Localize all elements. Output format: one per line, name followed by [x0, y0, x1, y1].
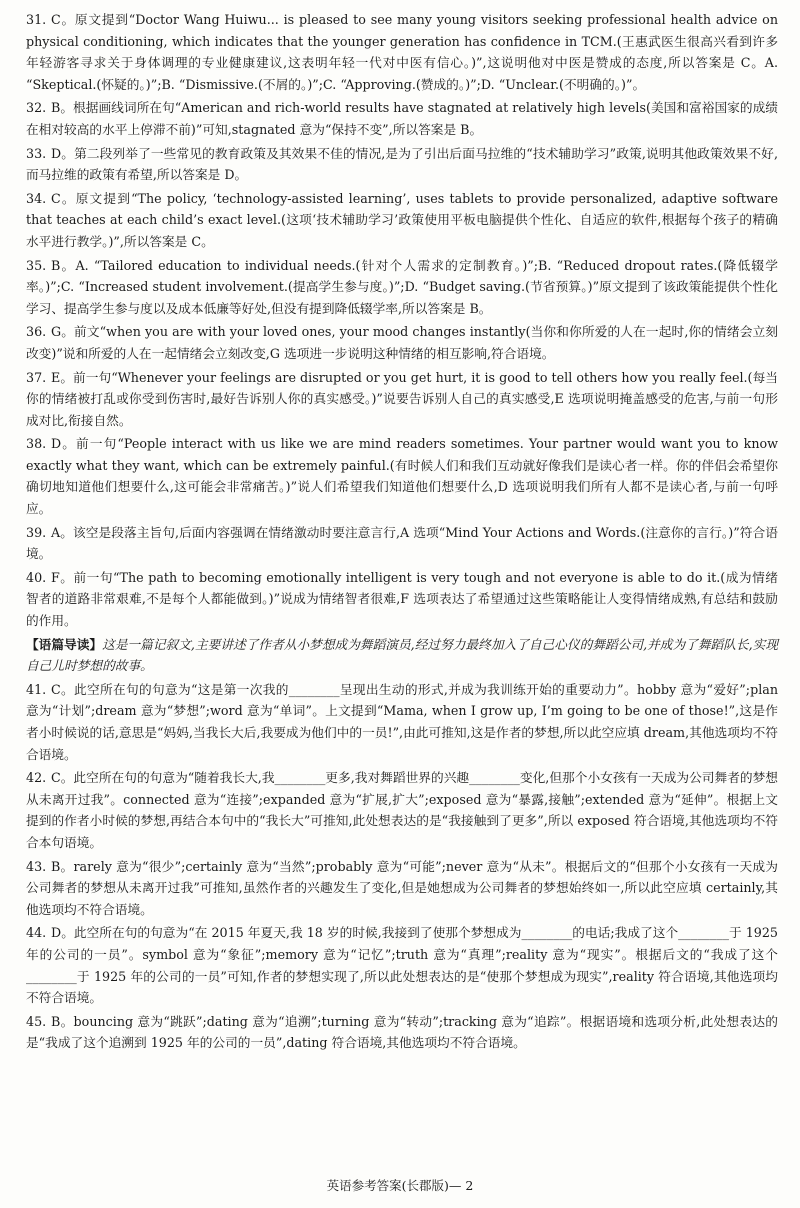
answer-number: 33.	[26, 145, 47, 161]
answer-37	[26, 367, 778, 432]
intro-text: 这是一篇记叙文,主要讲述了作者从小梦想成为舞蹈演员,经过努力最终加入了自己心仪的舞蹈公司,并成为了舞蹈队长,实现自己儿时梦想的故事。	[26, 636, 779, 674]
answer-text: A。该空是段落主旨句,后面内容强调在情绪激动时要注意言行,A 选项“Mind Your Actions and Words.(注意你的言行。)”符合语境。	[26, 524, 778, 562]
answer-32	[26, 97, 778, 140]
answer-number: 42.	[26, 770, 47, 786]
answer-text: C。原文提到“The policy, ‘technology-assisted learning’, uses tablets to provide personalized, adaptive software that teaches at each child’s exact level.(这项‘技术辅助学习’政策使用平板电脑提供个性化、自适应的软件,根据每个孩子的精确水平进行教学。)”,所以答案是 C。	[26, 190, 778, 249]
answer-text: C。此空所在句的句意为“随着我长大,我________更多,我对舞蹈世界的兴趣________变化,但那个小女孩有一天成为公司舞者的梦想从未离开过我”。connected 意为“连接”;expanded 意为“扩展,扩大”;exposed 意为“暴露,接触”;extended 意为“延伸”。根据上文提到的作者小时候的梦想,再结合本句中的“我长大”可推知,此处想表达的是“我接触到了更多”,所以 exposed 符合语境,其他选项均不符合本句语境。	[26, 770, 778, 850]
answer-33	[26, 143, 778, 186]
answer-39	[26, 522, 778, 565]
answer-text: B。rarely 意为“很少”;certainly 意为“当然”;probably 意为“可能”;never 意为“从未”。根据后文的“但那个小女孩有一天成为公司舞者的梦想从未离开过我”可推知,虽然作者的兴趣发生了变化,但是她想成为公司舞者的梦想始终如一,所以此空应填 certainly,其他选项均不符合语境。	[26, 858, 778, 917]
answer-42	[26, 767, 778, 853]
answer-44	[26, 922, 778, 1008]
answer-number: 38.	[26, 436, 47, 452]
answer-41	[26, 679, 778, 765]
answer-text: C。此空所在句的句意为“这是第一次我的________呈现出生动的形式,并成为我训练开始的重要动力”。hobby 意为“爱好”;plan 意为“计划”;dream 意为“梦想”;word 意为“单词”。上文提到“Mama, when I grow up, I’m going to be one of those!”,这是作者小时候说的话,意思是“妈妈,当我长大后,我要成为他们中的一员!”,由此可推知,这是作者的梦想,所以此空应填 dream,其他选项均不符合语境。	[26, 681, 778, 762]
answer-45	[26, 1011, 778, 1054]
answer-number: 32.	[26, 100, 47, 116]
answer-text: B。bouncing 意为“跳跃”;dating 意为“追溯”;turning 意为“转动”;tracking 意为“追踪”。根据语境和选项分析,此处想表达的是“我成了这个追溯到 1925 年的公司的一员”,dating 符合语境,其他选项均不符合语境。	[26, 1013, 778, 1051]
answer-text: B。根据画线词所在句“American and rich-world results have stagnated at relatively high levels(美国和富裕国家的成绩在相对较高的水平上停滞不前)”可知,stagnated 意为“保持不变”,所以答案是 B。	[26, 100, 778, 137]
answer-text: D。前一句“People interact with us like we are mind readers sometimes. Your partner would want you to know exactly what they want, which can be extremely painful.(有时候人们和我们互动就好像我们是读心者一样。你的伴侣会希望你确切地知道他们想要什么,这可能会非常痛苦。)”说人们希望我们知道他们想要什么,D 选项说明我们所有人都不是读心者,与前一句呼应。	[26, 436, 778, 517]
answer-number: 40.	[26, 569, 47, 585]
answer-40	[26, 567, 778, 632]
answer-38	[26, 433, 778, 519]
answer-number: 37.	[26, 369, 47, 385]
answer-number: 44.	[26, 925, 47, 941]
page-footer: 英语参考答案(长郡版)— 2	[326, 1178, 474, 1193]
answer-43	[26, 856, 778, 921]
answer-number: 43.	[26, 858, 47, 874]
answer-text: G。前文“when you are with your loved ones, your mood changes instantly(当你和你所爱的人在一起时,你的情绪会立刻改变)”说和所爱的人在一起情绪会立刻改变,G 选项进一步说明这种情绪的相互影响,符合语境。	[26, 324, 778, 361]
answer-number: 45.	[26, 1013, 47, 1029]
answer-number: 39.	[26, 524, 47, 540]
answer-text: E。前一句“Whenever your feelings are disrupted or you get hurt, it is good to tell others how you really feel.(每当你的情绪被打乱或你受到伤害时,最好告诉别人你的真实感受。)”说要告诉别人自己的真实感受,E 选项说明掩盖感受的危害,与前一句形成对比,衔接自然。	[26, 369, 778, 428]
answer-number: 41.	[26, 681, 47, 697]
answer-number: 31.	[26, 12, 47, 27]
answer-35	[26, 255, 778, 320]
answer-text: F。前一句“The path to becoming emotionally intelligent is very tough and not everyone is able to do it.(成为情绪智者的道路非常艰难,不是每个人都能做到。)”说成为情绪智者很难,F 选项表达了希望通过这些策略能让人变得情绪成熟,有总结和鼓励的作用。	[26, 569, 778, 629]
answer-number: 35.	[26, 257, 47, 273]
intro-label: 【语篇导读】	[26, 636, 103, 652]
answer-text: B。A. “Tailored education to individual needs.(针对个人需求的定制教育。)”;B. “Reduced dropout rates.(降低辍学率。)”;C. “Increased student involvement.(提高学生参与度。)”;D. “Budget saving.(节省预算。)”原文提到了该政策能提供个性化学习、提高学生参与度以及成本低廉等好处,但没有提到降低辍学率,所以答案是 B。	[26, 257, 778, 316]
answer-text: C。原文提到“Doctor Wang Huiwu... is pleased to see many young visitors seeking professional health advice on physical conditioning, which indicates that the younger generation has confidence in TCM.(王惠武医生很高兴看到许多年轻游客寻求关于身体调理的专业健康建议,这表明年轻一代对中医有信心。)”,这说明他对中医是赞成的态度,所以答案是 C。A. “Skeptical.(怀疑的。)”;B. “Dismissive.(不屑的。)”;C. “Approving.(赞成的。)”;D. “Unclear.(不明确的。)”。	[26, 12, 778, 92]
answer-text: D。第二段列举了一些常见的教育政策及其效果不佳的情况,是为了引出后面马拉维的“技术辅助学习”政策,说明其他政策效果不好,而马拉维的政策有希望,所以答案是 D。	[26, 145, 778, 183]
answer-text: D。此空所在句的句意为“在 2015 年夏天,我 18 岁的时候,我接到了使那个梦想成为________的电话;我成了这个________于 1925 年的公司的一员”。symbol 意为“象征”;memory 意为“记忆”;truth 意为“真理”;reality 意为“现实”。根据后文的“我成了这个________于 1925 年的公司的一员”可知,作者的梦想实现了,所以此处想表达的是“使那个梦想成为现实”,reality 符合语境,其他选项均不符合语境。	[26, 925, 778, 1006]
answer-34	[26, 188, 778, 253]
passage-intro	[26, 634, 778, 677]
answer-36	[26, 321, 778, 364]
answer-31	[26, 9, 778, 95]
answer-number: 34.	[26, 190, 47, 206]
answer-number: 36.	[26, 324, 47, 340]
